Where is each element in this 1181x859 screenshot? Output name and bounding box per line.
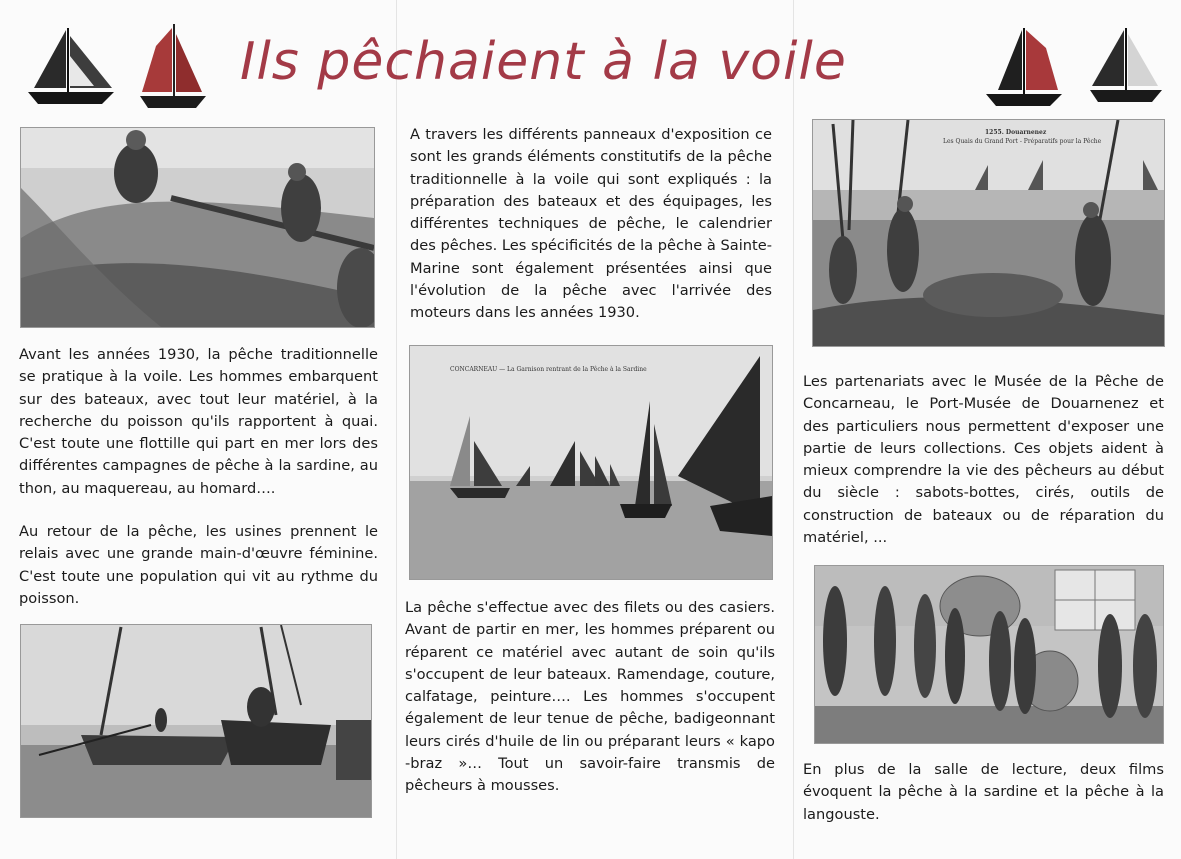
col3-paragraph-2: En plus de la salle de lecture, deux films évoquent la pêche à la sardine et la pêche à la langouste. bbox=[803, 761, 1164, 823]
col2-paragraph-2: La pêche s'effectue avec des filets ou des casiers. Avant de partir en mer, les hommes préparent ou réparent ce matériel avec autant de soin qu'ils s'occupent de leur bateaux. Ramendage, couture, calfatage, peinture…. Les hommes s'occupent également de leur tenue de pêche, badigeonnant leurs cirés d'huile de lin ou préparant leurs « kapo -braz »… Tout un savoir-faire transmis de pêcheurs à mousses. bbox=[405, 599, 775, 795]
fold-line-2 bbox=[793, 0, 794, 859]
page-title: Ils pêchaient à la voile bbox=[240, 32, 847, 92]
photo-concarneau-sardine-fleet bbox=[409, 345, 773, 580]
photo-caption-douarnenez-1: 1255. Douarnenez bbox=[985, 129, 1047, 136]
col1-paragraph-2: Au retour de la pêche, les usines prennent le relais avec une grande main-d'œuvre féminine. C'est toute une population qui vit au rythme du poisson. bbox=[19, 523, 378, 607]
sailboat-icon bbox=[22, 26, 120, 110]
col3-paragraph-1: Les partenariats avec le Musée de la Pêche de Concarneau, le Port-Musée de Douarnenez et des particuliers nous permettent d'exposer une partie de leurs collections. Ces objets aident à mieux comprendre la vie des pêcheurs au début du siècle : sabots-bottes, cirés, outils de construction de bateaux ou de réparation du matériel, ... bbox=[803, 373, 1164, 547]
photo-boats-harbor bbox=[20, 624, 372, 818]
red-sail-boat-icon bbox=[976, 26, 1066, 110]
photo-caption-douarnenez-2: Les Quais du Grand Port - Préparatifs pour la Pêche bbox=[943, 138, 1102, 145]
red-sail-boat-icon bbox=[136, 22, 210, 112]
photo-fishermen-nets bbox=[20, 127, 375, 328]
col1-paragraph-1: Avant les années 1930, la pêche traditionnelle se pratique à la voile. Les hommes embarquent sur des bateaux, avec tout leur matériel, à la recherche du poisson qu'ils rapportent à quai. C'est toute une flottille qui part en mer lors des différentes campagnes de pêche à la sardine, au thon, au maquereau, au homard…. bbox=[19, 346, 378, 497]
col2-paragraph-1: A travers les différents panneaux d'exposition ce sont les grands éléments constitutifs de la pêche traditionnelle à la voile qui sont expliqués : la préparation des bateaux et des équipages, les différentes techniques de pêche, le calendrier des pêches. Les spécificités de la pêche à Sainte-Marine sont également présentées ainsi que l'évolution de la pêche avec l'arrivée des moteurs dans les années 1930. bbox=[410, 126, 772, 322]
photo-caption-concarneau: CONCARNEAU — La Garnison rentrant de la Pêche à la Sardine bbox=[450, 366, 647, 373]
fold-line-1 bbox=[396, 0, 397, 859]
photo-fishermen-group-casiers bbox=[814, 565, 1164, 744]
photo-douarnenez-quay bbox=[812, 119, 1165, 347]
sailboat-icon bbox=[1084, 26, 1166, 110]
